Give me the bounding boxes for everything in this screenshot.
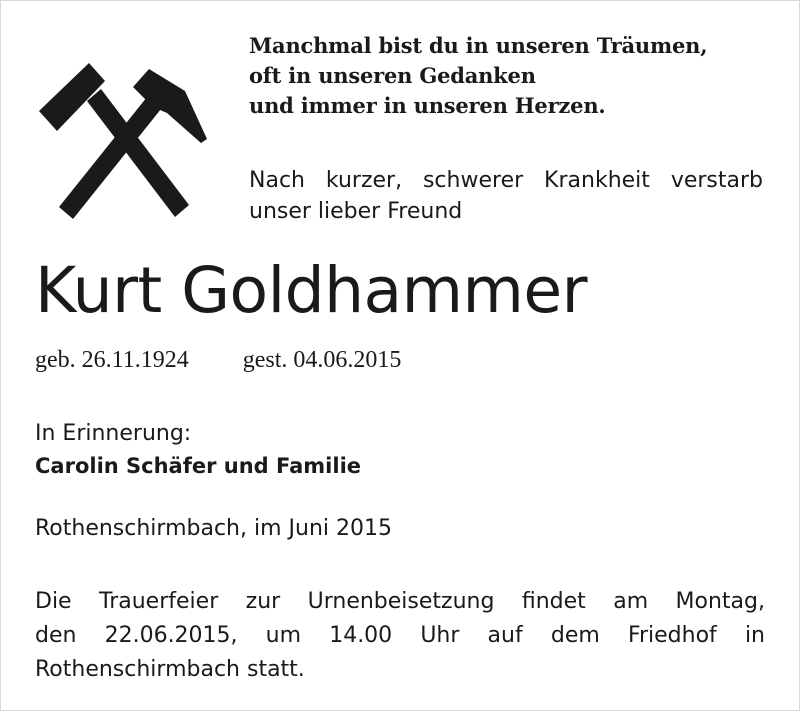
announcement-line: Nach kurzer, schwerer Krankheit verstarb <box>249 168 763 193</box>
crossed-hammers-icon <box>35 59 211 221</box>
place-and-date: Rothenschirmbach, im Juni 2015 <box>35 516 392 541</box>
funeral-ceremony-info <box>35 585 765 687</box>
mourners-name: Carolin Schäfer und Familie <box>35 454 362 478</box>
quote-line: und immer in unseren Herzen. <box>249 93 606 118</box>
ceremony-line: Die Trauerfeier zur Urnenbeisetzung findet am Montag, <box>35 589 765 614</box>
memorial-quote <box>249 31 769 121</box>
ceremony-line: Rothenschirmbach statt. <box>35 657 305 682</box>
death-date: gest. 04.06.2015 <box>242 347 402 373</box>
deceased-name: Kurt Goldhammer <box>35 254 588 327</box>
quote-line: oft in unseren Gedanken <box>249 63 536 88</box>
ceremony-line: den 22.06.2015, um 14.00 Uhr auf dem Friedhof in <box>35 623 765 648</box>
memory-label: In Erinnerung: <box>35 421 192 446</box>
mourners-block <box>35 417 361 483</box>
announcement-line: unser lieber Freund <box>249 199 463 224</box>
death-announcement <box>249 165 763 227</box>
quote-line: Manchmal bist du in unseren Träumen, <box>249 33 708 58</box>
birth-date: geb. 26.11.1924 <box>35 347 189 373</box>
life-dates <box>35 345 401 375</box>
